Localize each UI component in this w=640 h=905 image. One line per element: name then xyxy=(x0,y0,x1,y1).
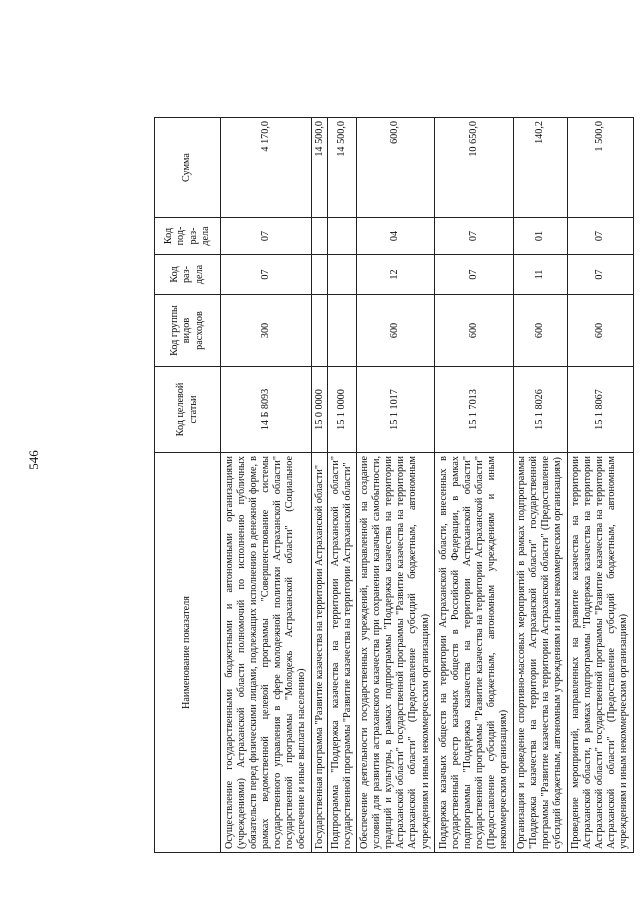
row-expense-group: 600 xyxy=(356,295,435,367)
row-section: 11 xyxy=(514,255,568,295)
row-section: 12 xyxy=(356,255,435,295)
header-name: Наименование показателя xyxy=(155,453,221,853)
row-subsection xyxy=(312,218,328,255)
row-expense-group xyxy=(328,295,356,367)
row-name: Государственная программа "Развитие казачества на территории Астраханской области" xyxy=(312,453,328,853)
row-expense-group: 600 xyxy=(567,295,633,367)
row-expense-group: 600 xyxy=(514,295,568,367)
row-expense-group: 600 xyxy=(435,295,514,367)
row-name: Подпрограмма "Поддержка казачества на территории Астраханской области" государственной программы "Развитие казачества на территории Астраханской области" xyxy=(328,453,356,853)
row-subsection: 01 xyxy=(514,218,568,255)
row-target-code: 15 1 7013 xyxy=(435,367,514,453)
row-target-code: 15 1 1017 xyxy=(356,367,435,453)
table-row xyxy=(514,118,568,853)
row-section: 07 xyxy=(221,255,312,295)
row-name: Поддержка казачьих обществ на территории Астраханской области, внесенных в государственный реестр казачьих обществ в Российской Федерации, в рамках подпрограммы "Поддержка казачества на территории Астраханской области" государственной программы "Развитие казачества на территории Астраханской области" (Предоставление субсидий бюджетным, автономным учреждениям и иным некоммерческим организациям) xyxy=(435,453,514,853)
header-amount: Сумма xyxy=(155,118,221,218)
row-subsection: 07 xyxy=(435,218,514,255)
header-expense-group: Код группы видов расходов xyxy=(155,295,221,367)
row-section: 07 xyxy=(435,255,514,295)
row-subsection: 07 xyxy=(221,218,312,255)
header-target-code: Код целевой статьи xyxy=(155,367,221,453)
row-subsection: 04 xyxy=(356,218,435,255)
row-section xyxy=(328,255,356,295)
row-subsection xyxy=(328,218,356,255)
table-row xyxy=(328,118,356,853)
rotated-table-wrapper xyxy=(154,118,634,853)
header-subsection: Код под-раз-дела xyxy=(155,218,221,255)
row-subsection: 07 xyxy=(567,218,633,255)
row-expense-group xyxy=(312,295,328,367)
header-section: Код раз-дела xyxy=(155,255,221,295)
row-name: Проведение мероприятий, направленных на развитие казачества на территории Астраханской области, в рамках подпрограммы "Поддержка казачества на территории Астраханской области" государственной программы "Развитие казачества на территории Астраханской области" (Предоставление субсидий бюджетным, автономным учреждениям и иным некоммерческим организациям) xyxy=(567,453,633,853)
row-amount: 4 170,0 xyxy=(221,118,312,218)
row-amount: 14 500,0 xyxy=(328,118,356,218)
row-section: 07 xyxy=(567,255,633,295)
row-expense-group: 300 xyxy=(221,295,312,367)
page-number: 546 xyxy=(26,450,41,470)
budget-table xyxy=(154,117,634,853)
row-amount: 140,2 xyxy=(514,118,568,218)
row-name: Организация и проведение спортивно-массовых мероприятий в рамках подпрограммы "Поддержка казачества на территории Астраханской области" государственной программы "Развитие казачества на территории Астраханской области" (Предоставление субсидий бюджетным, автономным учреждениям и иным некоммерческим организациям) xyxy=(514,453,568,853)
table-row xyxy=(221,118,312,853)
row-name: Обеспечение деятельности государственных учреждений, направленной на создание условий для развития астраханского казачества при сохранении казачьей самобытности, традиций и культуры, в рамках подпрограммы "Поддержка казачества на территории Астраханской области" государственной программы "Развитие казачества на территории Астраханской области" (Предоставление субсидий бюджетным, автономным учреждениям и иным некоммерческим организациям) xyxy=(356,453,435,853)
table-row xyxy=(435,118,514,853)
row-target-code: 15 1 0000 xyxy=(328,367,356,453)
table-row xyxy=(567,118,633,853)
row-target-code: 15 0 0000 xyxy=(312,367,328,453)
row-section xyxy=(312,255,328,295)
row-amount: 600,0 xyxy=(356,118,435,218)
table-row xyxy=(312,118,328,853)
row-target-code: 14 Б 8093 xyxy=(221,367,312,453)
table-header-row xyxy=(155,118,221,853)
row-amount: 14 500,0 xyxy=(312,118,328,218)
row-amount: 10 650,0 xyxy=(435,118,514,218)
row-target-code: 15 1 8067 xyxy=(567,367,633,453)
table-row xyxy=(356,118,435,853)
row-target-code: 15 1 8026 xyxy=(514,367,568,453)
row-name: Осуществление государственными бюджетными и автономными организациями (учреждениями) Астраханской области полномочий по исполнению публичных обязательств перед физическими лицами, подлежащих исполнению в денежной форме, в рамках ведомственной целевой программы "Совершенствование системы государственного управления в сфере молодежной политики Астраханской области" государственной программы "Молодежь Астраханской области" (Социальное обеспечение и иные выплаты населению) xyxy=(221,453,312,853)
row-amount: 1 500,0 xyxy=(567,118,633,218)
